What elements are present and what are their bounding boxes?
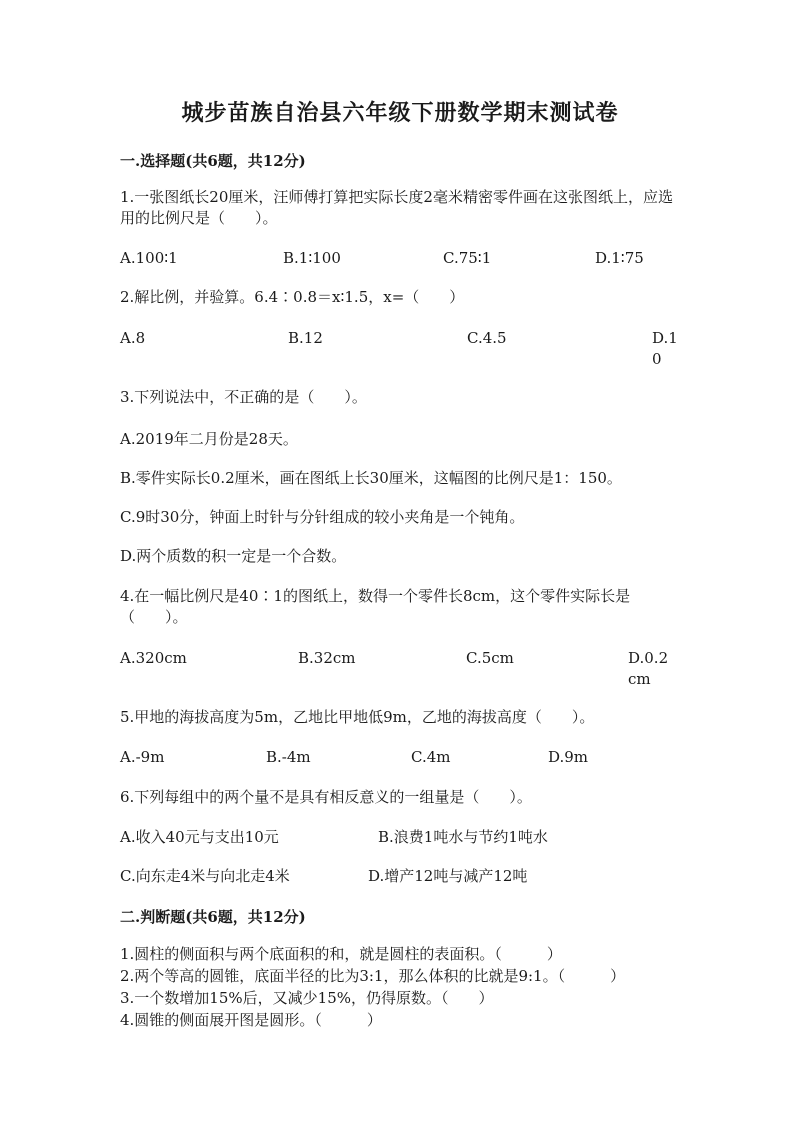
question-5-stem: 5.甲地的海拔高度为5m，乙地比甲地低9m，乙地的海拔高度（ ）。: [120, 708, 595, 726]
judgment-item-2[interactable]: 2.两个等高的圆锥，底面半径的比为3:1，那么体积的比就是9:1。（ ）: [120, 967, 626, 985]
question-2-stem: 2.解比例，并验算。6.4∶0.8＝x∶1.5，x=（ ）: [120, 288, 465, 306]
question-5-options: [120, 747, 680, 789]
option-a[interactable]: A.100∶1: [120, 249, 178, 267]
option-d[interactable]: D.0.2cm: [628, 649, 669, 688]
option-a[interactable]: A.320cm: [120, 649, 187, 667]
option-b[interactable]: B.12: [288, 329, 323, 347]
option-c[interactable]: C.4.5: [467, 329, 507, 347]
section-heading-judgment: 二.判断题(共6题，共12分): [120, 908, 306, 926]
option-a[interactable]: A.8: [120, 329, 146, 347]
option-c[interactable]: C.75∶1: [443, 249, 492, 267]
question-6-stem: 6.下列每组中的两个量不是具有相反意义的一组量是（ ）。: [120, 788, 532, 806]
option-b[interactable]: B.32cm: [298, 649, 356, 667]
option-a[interactable]: A.收入40元与支出10元: [120, 828, 279, 846]
section-heading-choice: 一.选择题(共6题，共12分): [120, 152, 306, 170]
question-2-options: [120, 328, 680, 370]
option-b[interactable]: B.浪费1吨水与节约1吨水: [378, 828, 548, 846]
question-4-stem: 4.在一幅比例尺是40∶1的图纸上，数得一个零件长8cm，这个零件实际长是（ ）。: [120, 587, 631, 626]
judgment-item-3[interactable]: 3.一个数增加15%后，又减少15%，仍得原数。（ ）: [120, 989, 494, 1007]
question-4-options: [120, 648, 680, 690]
option-b[interactable]: B.1∶100: [283, 249, 341, 267]
option-c[interactable]: C.4m: [411, 748, 451, 766]
question-6-options-row1: [120, 827, 680, 869]
option-c[interactable]: C.向东走4米与向北走4米: [120, 867, 290, 885]
option-a[interactable]: A.-9m: [120, 748, 165, 766]
question-3-stem: 3.下列说法中，不正确的是（ ）。: [120, 388, 367, 406]
question-1-options: [120, 248, 680, 290]
question-1-stem: 1.一张图纸长20厘米，汪师傅打算把实际长度2毫米精密零件画在这张图纸上，应选用的比例尺是（ ）。: [120, 188, 673, 227]
option-b[interactable]: B.-4m: [266, 748, 311, 766]
option-d[interactable]: D.1∶75: [595, 249, 644, 267]
question-3-option-d[interactable]: D.两个质数的积一定是一个合数。: [120, 547, 347, 565]
option-d[interactable]: D.增产12吨与减产12吨: [368, 867, 528, 885]
option-c[interactable]: C.5cm: [466, 649, 514, 667]
question-3-option-b[interactable]: B.零件实际长0.2厘米，画在图纸上长30厘米，这幅图的比例尺是1：150。: [120, 469, 622, 487]
judgment-item-1[interactable]: 1.圆柱的侧面积与两个底面积的和，就是圆柱的表面积。（ ）: [120, 945, 562, 963]
question-6-options-row2: [120, 866, 680, 908]
option-d[interactable]: D.10: [652, 329, 678, 368]
option-d[interactable]: D.9m: [548, 748, 589, 766]
question-3-option-a[interactable]: A.2019年二月份是28天。: [120, 430, 298, 448]
page-title: 城步苗族自治县六年级下册数学期末测试卷: [181, 100, 619, 126]
question-3-option-c[interactable]: C.9时30分，钟面上时针与分针组成的较小夹角是一个钝角。: [120, 508, 525, 526]
judgment-item-4[interactable]: 4.圆锥的侧面展开图是圆形。（ ）: [120, 1011, 382, 1029]
